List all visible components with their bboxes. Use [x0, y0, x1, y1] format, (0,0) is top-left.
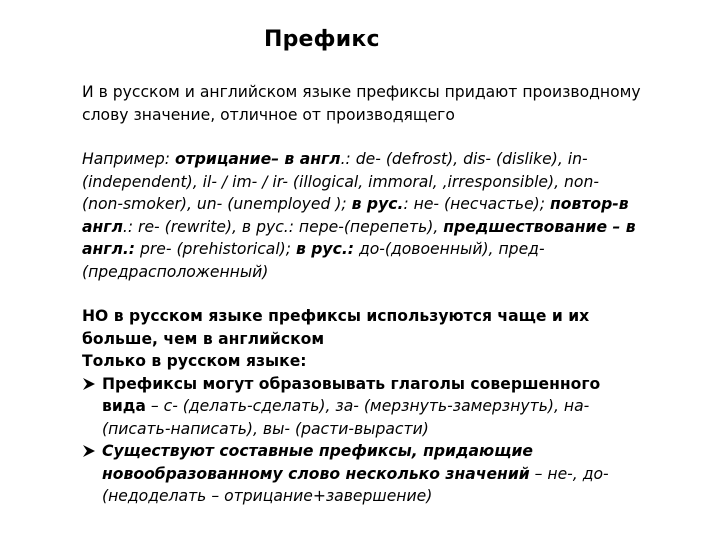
arrow-bullet-icon	[82, 373, 96, 395]
bullet-list	[82, 373, 642, 508]
bullet-item-2	[82, 440, 642, 508]
bullet-body-1	[102, 375, 600, 438]
russian-label-1: в рус.	[351, 195, 404, 213]
bullet-1-lead: Префиксы могут образовывать глаголы совершенного вида	[102, 374, 601, 415]
only-russian-heading: Только в русском языке:	[82, 352, 307, 370]
repetition-term: повтор-в англ	[82, 195, 629, 236]
russian-label-2: в рус.:	[295, 240, 354, 258]
bullet-2-lead: Существуют составные префиксы, придающие новообразованному слово несколько значений	[102, 442, 533, 483]
precedence-term: предшествование – в англ.:	[82, 217, 636, 258]
note-paragraph: НО в русском языке префиксы используются чаще и их больше, чем в английском	[82, 307, 590, 348]
note-block	[82, 305, 642, 508]
english-label-1: – в англ	[271, 150, 341, 168]
intro-paragraph: И в русском и английском языке префиксы придают производному слову значение, отличное от производящего	[82, 83, 641, 124]
precedence-russian-examples: до-(довоенный), пред- (предрасположенный)	[82, 240, 545, 281]
example-lead: Например:	[82, 150, 175, 168]
slide-content	[82, 81, 642, 508]
negation-term: отрицание	[174, 150, 272, 168]
arrow-bullet-icon	[82, 440, 96, 462]
slide-title: Префикс	[264, 27, 380, 52]
bullet-1-rest: – с- (делать-сделать), за- (мерзнуть-замерзнуть), на- (писать-написать), вы- (расти-вырасти)	[102, 397, 590, 438]
example-paragraph	[82, 148, 642, 283]
bullet-body-2	[102, 442, 609, 505]
repetition-examples: .: re- (rewrite), в рус.: пере-(перепеть),	[122, 217, 444, 236]
bullet-item-1	[82, 373, 642, 441]
precedence-english-examples: pre- (prehistorical);	[135, 240, 296, 258]
bullet-2-rest: – не-, до- (недоделать – отрицание+завершение)	[102, 464, 609, 505]
english-negation-examples: .: de- (defrost), dis- (dislike), in- (independent), il- / im- / ir- (illogical, immoral, ,irresponsible), non- (non-smoker), un- (unemployed );	[82, 150, 599, 213]
russian-negation-examples: : не- (несчастье);	[403, 195, 550, 213]
